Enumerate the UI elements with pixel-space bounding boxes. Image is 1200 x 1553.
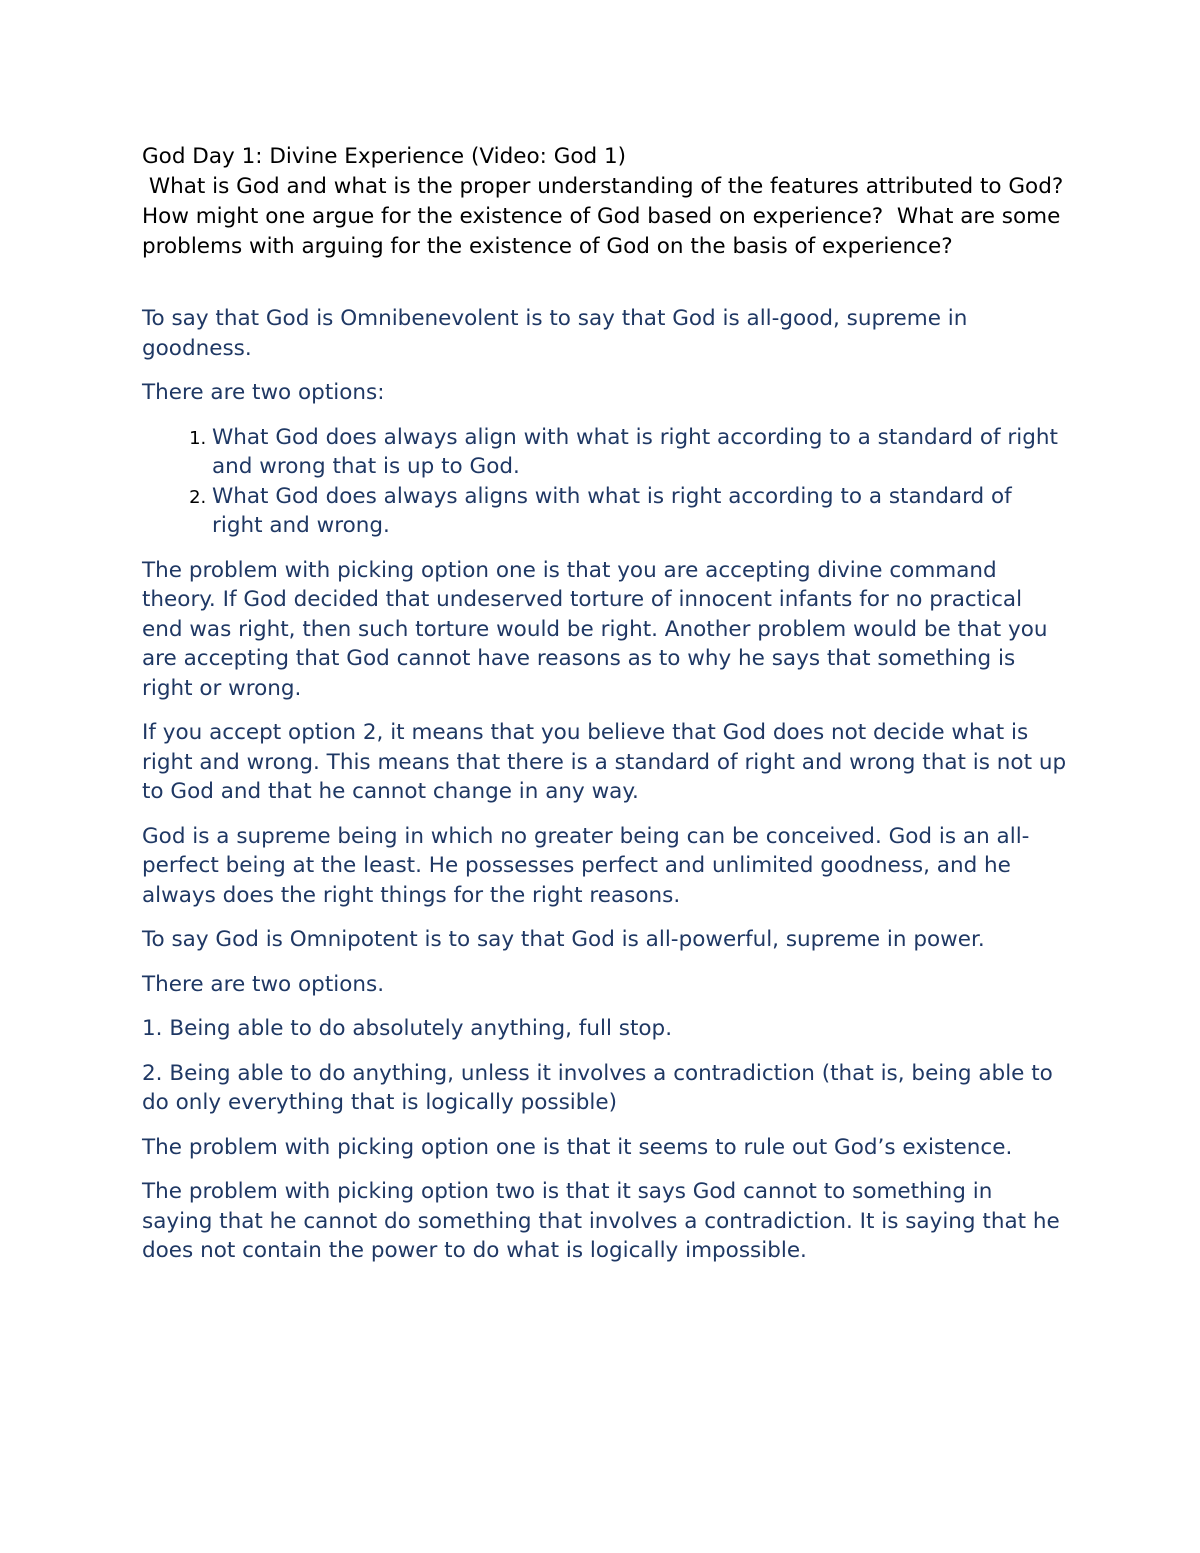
document-title: God Day 1: Divine Experience (Video: God 1) — [142, 144, 627, 169]
document-header — [142, 142, 1067, 262]
supreme-being-paragraph: God is a supreme being in which no greater being can be conceived. God is an all-perfect being at the least. He possesses perfect and unlimited goodness, and he always does the right things for the right reasons. — [142, 823, 1030, 908]
omnipotence-problem-option-two: The problem with picking option two is that it says God cannot to something in saying that he cannot do something that involves a contradiction. It is saying that he does not contain the power to do what is logically impossible. — [142, 1179, 1060, 1263]
omnipotence-options-intro: There are two options. — [142, 971, 385, 997]
omnipotence-option-one: 1. Being able to do absolutely anything, full stop. — [142, 1016, 673, 1041]
list-item: 2. What God does always aligns with what is right according to a standard of right and wrong. — [212, 482, 1067, 541]
document-page — [142, 142, 1067, 1281]
omnipotence-problem-option-one: The problem with picking option one is that it seems to rule out God’s existence. — [142, 1134, 1013, 1160]
omnibenevolence-options-intro: There are two options: — [142, 380, 385, 405]
omnipotence-definition: To say God is Omnipotent is to say that God is all-powerful, supreme in power. — [142, 927, 985, 952]
omnibenevolence-definition: To say that God is Omnibenevolent is to say that God is all-good, supreme in goodness. — [142, 306, 968, 361]
omnibenevolence-problem-option-one: The problem with picking option one is that you are accepting divine command theory. If God decided that undeserved torture of innocent infants for no practical end was right, then such torture would be right. Another problem would be that you are accepting that God cannot have reasons as to why he says that something is right or wrong. — [142, 557, 1048, 701]
omnibenevolence-options-list — [142, 423, 1067, 541]
document-body — [142, 304, 1067, 1266]
omnipotence-option-two: 2. Being able to do anything, unless it involves a contradiction (that is, being able to do only everything that is logically possible) — [142, 1060, 1053, 1115]
list-item: 1. What God does always align with what is right according to a standard of right and wrong that is up to God. — [212, 423, 1067, 482]
omnibenevolence-accept-option-two: If you accept option 2, it means that you believe that God does not decide what is right and wrong. This means that there is a standard of right and wrong that is not up to God and that he cannot change in any way. — [142, 720, 1067, 804]
guiding-questions: What is God and what is the proper understanding of the features attributed to God?How might one argue for the existence of God based on experience? What are some problems with arguing for the existence of God on the basis of experience? — [142, 174, 1068, 259]
